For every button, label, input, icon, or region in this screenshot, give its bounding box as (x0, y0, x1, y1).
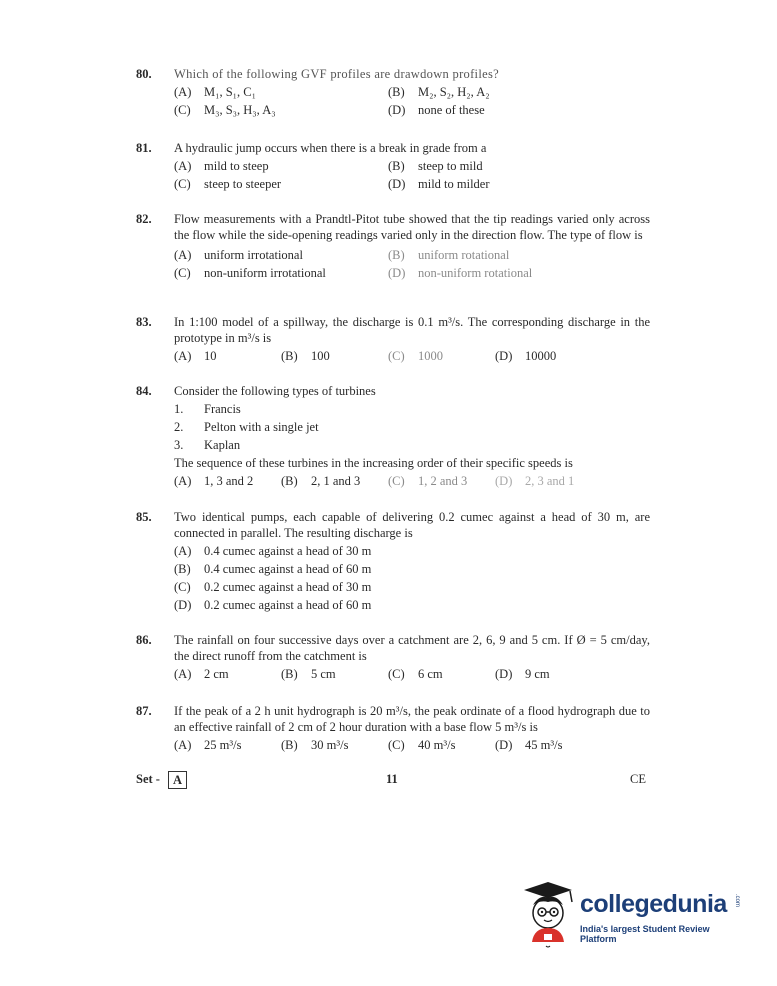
option-c: (C) M₃, S₃, H₃, A₃ (174, 103, 276, 117)
option-a: (A) M₁, S₁, C₁ (174, 85, 256, 99)
option-a: (A) 25 m³/s (174, 738, 242, 752)
subject-code: CE (630, 772, 646, 786)
option-a: (A) mild to steep (174, 159, 269, 173)
option-d: (D) none of these (388, 103, 485, 117)
question-stem: If the peak of a 2 h unit hydrograph is 20 m³/s, the peak ordinate of a flood hydrograph due to an effective rainfall of 2 cm of 2 hour duration with a base flow 5 m³/s is (174, 704, 650, 734)
question-number: 87. (136, 704, 152, 718)
question-number: 82. (136, 212, 152, 226)
list-item: 2. Pelton with a single jet (174, 420, 319, 434)
question-number: 85. (136, 510, 152, 524)
option-b: (B) M₂, S₂, H₂, A₂ (388, 85, 490, 99)
question-stem: Two identical pumps, each capable of delivering 0.2 cumec against a head of 30 m, are connected in parallel. The resulting discharge is (174, 510, 650, 540)
option-c: (C) 1000 (388, 349, 443, 363)
brand-name: collegedunia (580, 890, 727, 918)
option-c: (C) 0.2 cumec against a head of 30 m (174, 580, 372, 594)
option-b: (B) 100 (281, 349, 330, 363)
question-stem: Which of the following GVF profiles are drawdown profiles? (174, 67, 499, 81)
option-b: (B) 2, 1 and 3 (281, 474, 361, 488)
option-d: (D) 0.2 cumec against a head of 60 m (174, 598, 372, 612)
option-c: (C) steep to steeper (174, 177, 282, 191)
option-b: (B) steep to mild (388, 159, 483, 173)
option-c: (C) 40 m³/s (388, 738, 456, 752)
list-item: 1. Francis (174, 402, 241, 416)
option-d: (D) mild to milder (388, 177, 490, 191)
question-stem: In 1:100 model of a spillway, the discharge is 0.1 m³/s. The corresponding discharge in the prototype in m³/s is (174, 315, 650, 345)
option-a: (A) 10 (174, 349, 217, 363)
option-d: (D) 10000 (495, 349, 557, 363)
question-stem: The rainfall on four successive days over a catchment are 2, 6, 9 and 5 cm. If Ø = 5 cm/day, the direct runoff from the catchment is (174, 633, 650, 663)
brand-tagline: India's largest Student Review Platform (580, 924, 710, 944)
brand-domain: .com (734, 894, 740, 908)
option-b: (B) 0.4 cumec against a head of 60 m (174, 562, 372, 576)
option-a: (A) 0.4 cumec against a head of 30 m (174, 544, 372, 558)
question-number: 84. (136, 384, 152, 398)
collegedunia-logo (518, 880, 748, 950)
option-b: (B) 30 m³/s (281, 738, 349, 752)
mascot-icon (518, 880, 578, 950)
option-d: (D) non-uniform rotational (388, 266, 533, 280)
question-stem: A hydraulic jump occurs when there is a break in grade from a (174, 141, 487, 155)
option-a: (A) uniform irrotational (174, 248, 303, 262)
question-number: 83. (136, 315, 152, 329)
option-a: (A) 1, 3 and 2 (174, 474, 254, 488)
page-footer (136, 772, 656, 790)
set-label: Set - (136, 772, 160, 786)
set-value-box: A (168, 771, 187, 789)
question-number: 80. (136, 67, 152, 81)
option-c: (C) 6 cm (388, 667, 443, 681)
option-b: (B) 5 cm (281, 667, 336, 681)
option-c: (C) non-uniform irrotational (174, 266, 326, 280)
option-b: (B) uniform rotational (388, 248, 510, 262)
option-d: (D) 9 cm (495, 667, 550, 681)
question-stem-2: The sequence of these turbines in the increasing order of their specific speeds is (174, 456, 573, 470)
option-d: (D) 45 m³/s (495, 738, 563, 752)
question-stem: Consider the following types of turbines (174, 384, 376, 398)
question-number: 81. (136, 141, 152, 155)
question-stem: Flow measurements with a Prandtl-Pitot tube showed that the tip readings varied only across the flow while the side-opening readings varied only in the direction flow. The type of flow is (174, 212, 650, 242)
option-d: (D) 2, 3 and 1 (495, 474, 575, 488)
page-number: 11 (386, 772, 398, 786)
option-c: (C) 1, 2 and 3 (388, 474, 468, 488)
option-a: (A) 2 cm (174, 667, 229, 681)
list-item: 3. Kaplan (174, 438, 241, 452)
question-number: 86. (136, 633, 152, 647)
